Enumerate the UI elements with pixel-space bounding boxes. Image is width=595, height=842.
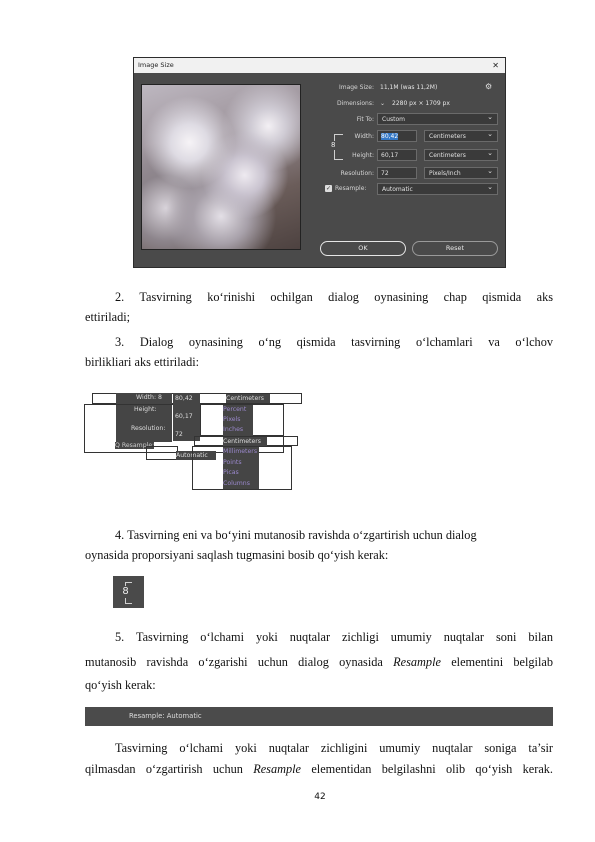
item-3-line-1: 3. Dialog oynasining o‘ng qismida tasvirning o‘lchamlari va o‘lchov bbox=[115, 335, 553, 349]
width-unit-select[interactable]: Centimeters ⌄ bbox=[424, 130, 498, 142]
resample-checkbox[interactable]: ✓ bbox=[325, 185, 332, 192]
item-3-line-2: birlikliari aks ettiriladi: bbox=[85, 355, 200, 369]
item-5-text: elementini belgilab bbox=[440, 655, 553, 669]
fragment-resolution-label: Resolution: bbox=[131, 425, 166, 432]
fit-to-select[interactable]: Custom ⌄ bbox=[377, 113, 498, 125]
height-unit-select[interactable]: Centimeters ⌄ bbox=[424, 149, 498, 161]
final-text: elementidan belgilashni olib qo‘yish kerak. bbox=[301, 762, 554, 776]
fragment-width-value: 80,42 bbox=[175, 395, 193, 402]
page-number: 42 bbox=[314, 792, 326, 802]
fragment-resample-value: Automatic bbox=[176, 451, 216, 460]
item-2-line-1: 2. Tasvirning ko‘rinishi ochilgan dialog oynasining chap qismida aks bbox=[115, 290, 553, 304]
width-label: Width: bbox=[354, 133, 374, 140]
fragment-unit-option: Picas bbox=[223, 469, 239, 476]
fragment-unit-option: Columns bbox=[223, 479, 250, 487]
fragment-units-list-1 bbox=[223, 405, 253, 436]
fragment-units-list-2 bbox=[223, 447, 259, 489]
fragment-resample-outline bbox=[146, 446, 178, 460]
resample-select[interactable]: Automatic ⌄ bbox=[377, 183, 498, 195]
width-input-value: 80,42 bbox=[381, 133, 399, 140]
final-line-2 bbox=[85, 759, 553, 779]
resolution-label: Resolution: bbox=[340, 170, 374, 177]
fragment-width-label: Width: 8 bbox=[136, 394, 162, 401]
image-size-label: Image Size: bbox=[338, 84, 374, 91]
height-input[interactable]: 60,17 bbox=[377, 149, 417, 161]
chevron-down-icon[interactable]: ⌄ bbox=[380, 100, 386, 107]
gear-icon[interactable]: ⚙ bbox=[485, 82, 493, 91]
resample-bar-image bbox=[85, 707, 553, 726]
final-line-1: Tasvirning o‘lchami yoki nuqtalar zichligini umumiy nuqtalar soniga ta’sir bbox=[115, 741, 553, 755]
link-icon[interactable]: 8 bbox=[331, 141, 336, 149]
resample-label: Resample: bbox=[335, 185, 367, 192]
resample-term: Resample bbox=[393, 655, 441, 669]
dialog-title-bar bbox=[134, 58, 505, 73]
fragment-unit-option: Millimeters bbox=[223, 448, 258, 455]
link-icon: 8 bbox=[122, 586, 129, 597]
fragment-unit-option: Inches bbox=[223, 426, 244, 433]
item-2-line-2: ettiriladi; bbox=[85, 310, 131, 324]
fit-to-label: Fit To: bbox=[356, 116, 374, 123]
image-preview bbox=[141, 84, 301, 250]
item-5-text: mutanosib ravishda o‘zgarishi uchun dialog oynasida bbox=[85, 655, 394, 669]
fragment-unit-mid: Centimeters bbox=[223, 437, 267, 446]
close-icon[interactable]: ✕ bbox=[492, 61, 499, 70]
reset-button[interactable]: Reset bbox=[412, 241, 498, 256]
item-4-line-2: oynasida proporsiyani saqlash tugmasini bosib qo‘yish kerak: bbox=[85, 548, 389, 562]
dimensions-value: 2280 px × 1709 px bbox=[392, 100, 450, 107]
fragment-unit-option: Percent bbox=[223, 406, 247, 413]
dialog-fragment-image bbox=[84, 391, 304, 491]
item-5-line-3: qo‘yish kerak: bbox=[85, 678, 156, 692]
width-input[interactable] bbox=[377, 130, 417, 142]
item-5-line-1: 5. Tasvirning o‘lchami yoki nuqtalar zichligi umumiy nuqtalar soni bilan bbox=[115, 630, 553, 644]
fragment-resample-label: Q Resample: bbox=[115, 442, 155, 449]
fragment-unit-option: Points bbox=[223, 458, 242, 466]
dimensions-label: Dimensions: bbox=[336, 100, 374, 107]
resample-bar-text: Resample: Automatic bbox=[129, 712, 202, 720]
item-5-line-2 bbox=[85, 652, 553, 672]
height-label: Height: bbox=[352, 152, 374, 159]
fragment-height-value: 60,17 bbox=[175, 413, 193, 420]
fragment-unit-option: Pixels bbox=[223, 416, 241, 423]
fragment-height-label: Height: bbox=[134, 406, 157, 413]
constrain-proportions-button-image bbox=[113, 576, 144, 608]
ok-button[interactable]: OK bbox=[320, 241, 406, 256]
resolution-input[interactable]: 72 bbox=[377, 167, 417, 179]
resample-term: Resample bbox=[253, 762, 302, 776]
resolution-unit-select[interactable]: Pixels/Inch ⌄ bbox=[424, 167, 498, 179]
item-4-line-1: 4. Tasvirning eni va bo‘yini mutanosib ravishda o‘zgartirish uchun dialog bbox=[115, 528, 477, 542]
final-text: qilmasdan o‘zgartirish uchun bbox=[85, 762, 254, 776]
fragment-resolution-value: 72 bbox=[175, 431, 183, 438]
fragment-unit-top: Centimeters bbox=[226, 394, 270, 403]
image-size-value: 11,1M (was 11,2M) bbox=[380, 84, 438, 91]
image-size-dialog-screenshot bbox=[133, 57, 506, 268]
dialog-title: Image Size bbox=[138, 61, 174, 69]
